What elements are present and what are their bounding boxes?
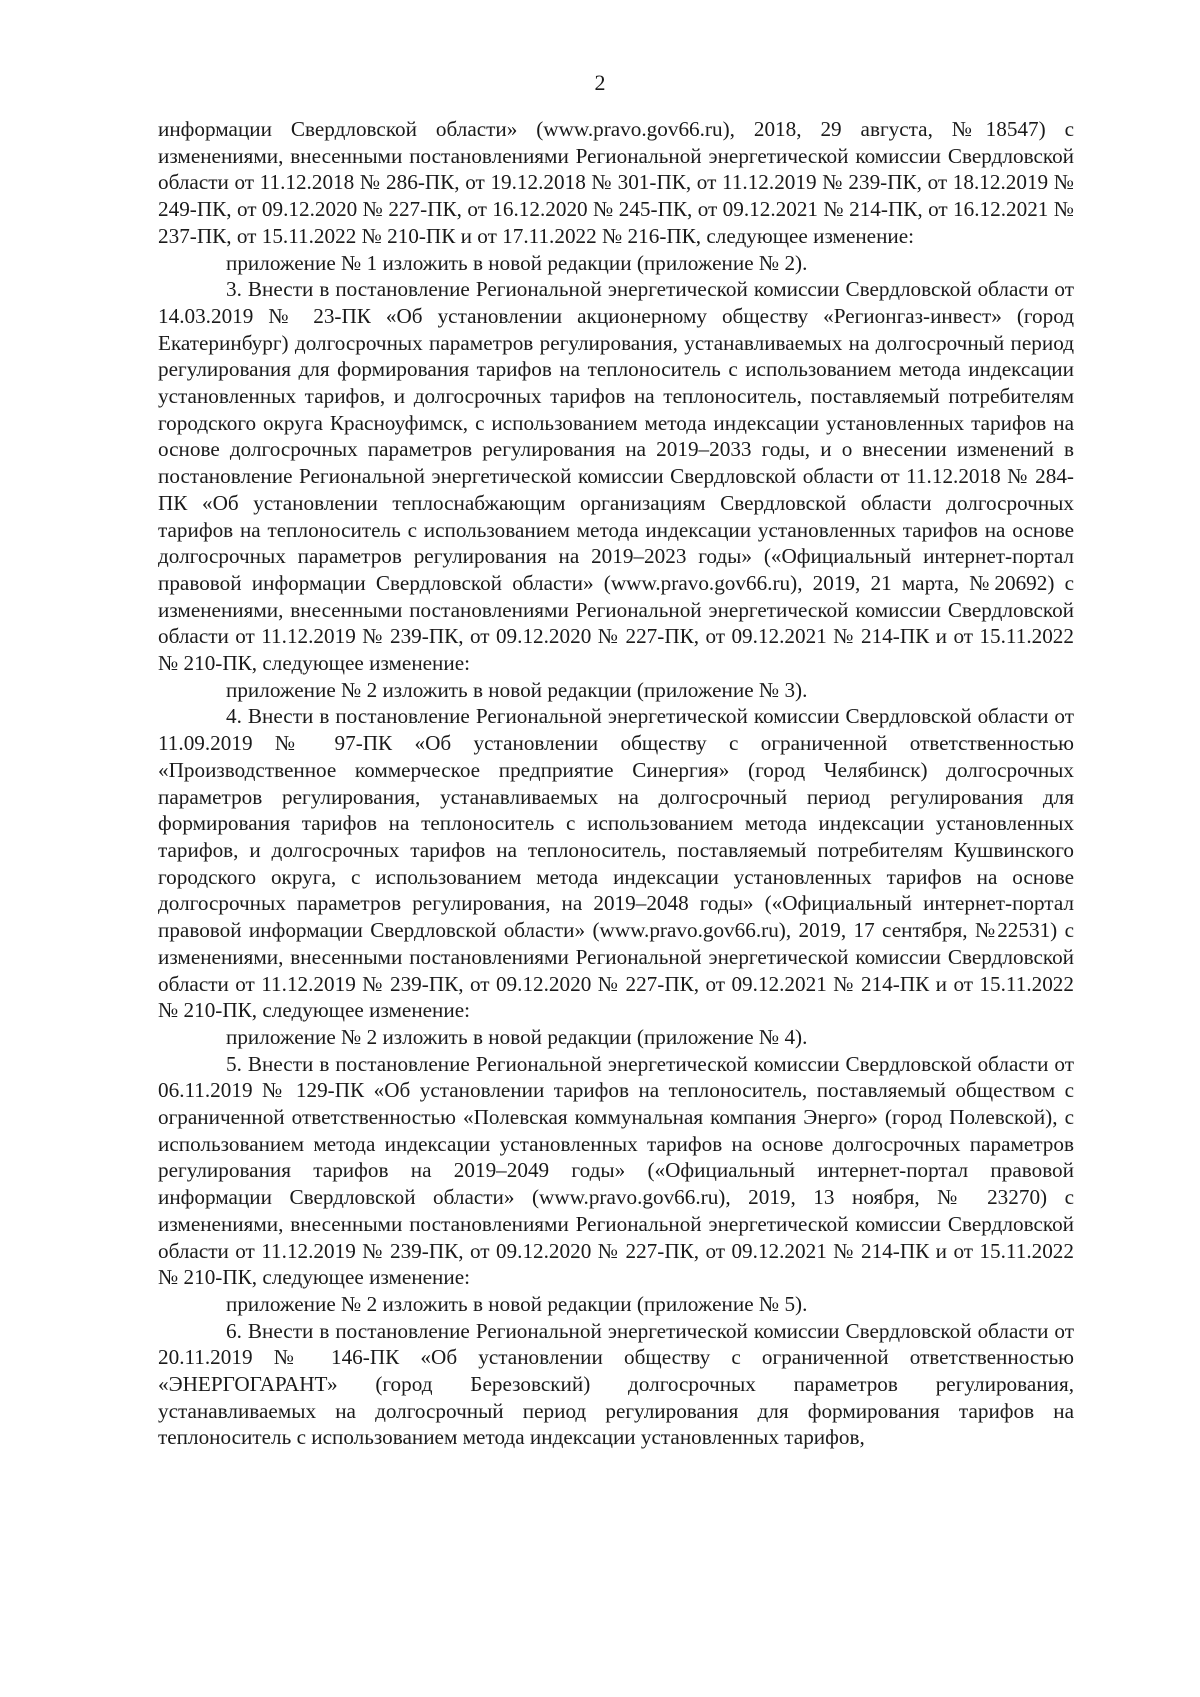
paragraph-item-5: 5. Внести в постановление Региональной энергетической комиссии Свердловской области от 06.11.2019 № 129-ПК «Об установлении тарифов на теплоноситель, поставляемый обществом с ограниченной ответственностью «Полевская коммунальная компания Энерго» (город Полевской), с использованием метода индексации установленных тарифов на основе долгосрочных параметров регулирования тарифов на 2019–2049 годы» («Официальный интернет-портал правовой информации Свердловской области» (www.pravo.gov66.ru), 2019, 13 ноября, № 23270) с изменениями, внесенными постановлениями Региональной энергетической комиссии Свердловской области от 11.12.2019 № 239-ПК, от 09.12.2020 № 227-ПК, от 09.12.2021 № 214-ПК и от 15.11.2022 № 210-ПК, следующее изменение: <box>158 1051 1074 1290</box>
paragraph-item-6: 6. Внести в постановление Региональной энергетической комиссии Свердловской области от 20.11.2019 № 146-ПК «Об установлении обществу с ограниченной ответственностью «ЭНЕРГОГАРАНТ» (город Березовский) долгосрочных параметров регулирования, устанавливаемых на долгосрочный период регулирования для формирования тарифов на теплоноситель с использованием метода индексации установленных тарифов, <box>158 1318 1074 1450</box>
paragraph-continuation: информации Свердловской области» (www.pravo.gov66.ru), 2018, 29 августа, №18547) с изменениями, внесенными постановлениями Региональной энергетической комиссии Свердловской области от 11.12.2018 № 286-ПК, от 19.12.2018 № 301-ПК, от 11.12.2019 № 239-ПК, от 18.12.2019 № 249-ПК, от 09.12.2020 № 227-ПК, от 16.12.2020 № 245-ПК, от 09.12.2021 № 214-ПК, от 16.12.2021 № 237-ПК, от 15.11.2022 № 210-ПК и от 17.11.2022 № 216-ПК, следующее изменение: <box>158 117 1074 248</box>
paragraph-appendix-2: приложение № 1 изложить в новой редакции (приложение № 2). <box>226 250 808 275</box>
page-number: 2 <box>594 70 606 95</box>
paragraph-item-4: 4. Внести в постановление Региональной энергетической комиссии Свердловской области от 11.09.2019 № 97-ПК «Об установлении обществу с ограниченной ответственностью «Производственное коммерческое предприятие Синергия» (город Челябинск) долгосрочных параметров регулирования, устанавливаемых на долгосрочный период регулирования для формирования тарифов на теплоноситель с использованием метода индексации установленных тарифов, и долгосрочных тарифов на теплоноситель, поставляемый потребителям Кушвинского городского округа, с использованием метода индексации установленных тарифов на основе долгосрочных параметров регулирования, на 2019–2048 годы» («Официальный интернет-портал правовой информации Свердловской области» (www.pravo.gov66.ru), 2019, 17 сентября, №22531) с изменениями, внесенными постановлениями Региональной энергетической комиссии Свердловской области от 11.12.2019 № 239-ПК, от 09.12.2020 № 227-ПК, от 09.12.2021 № 214-ПК и от 15.11.2022 № 210-ПК, следующее изменение: <box>158 704 1074 1023</box>
paragraph-appendix-3: приложение № 2 изложить в новой редакции (приложение № 3). <box>226 677 808 702</box>
paragraph-appendix-5: приложение № 2 изложить в новой редакции (приложение № 5). <box>226 1291 808 1316</box>
paragraph-item-3: 3. Внести в постановление Региональной энергетической комиссии Свердловской области от 14.03.2019 № 23-ПК «Об установлении акционерному обществу «Регионгаз-инвест» (город Екатеринбург) долгосрочных параметров регулирования, устанавливаемых на долгосрочный период регулирования для формирования тарифов на теплоноситель с использованием метода индексации установленных тарифов, и долгосрочных тарифов на теплоноситель, поставляемый потребителям городского округа Красноуфимск, с использованием метода индексации установленных тарифов на основе долгосрочных параметров регулирования на 2019–2033 годы, и о внесении изменений в постановление Региональной энергетической комиссии Свердловской области от 11.12.2018 № 284-ПК «Об установлении теплоснабжающим организациям Свердловской области долгосрочных тарифов на теплоноситель с использованием метода индексации установленных тарифов на основе долгосрочных параметров регулирования на 2019–2023 годы» («Официальный интернет-портал правовой информации Свердловской области» (www.pravo.gov66.ru), 2019, 21 марта, №20692) с изменениями, внесенными постановлениями Региональной энергетической комиссии Свердловской области от 11.12.2019 № 239-ПК, от 09.12.2020 № 227-ПК, от 09.12.2021 № 214-ПК и от 15.11.2022 № 210-ПК, следующее изменение: <box>158 277 1074 676</box>
document-body <box>158 116 1074 1451</box>
paragraph-appendix-4: приложение № 2 изложить в новой редакции (приложение № 4). <box>226 1024 808 1049</box>
